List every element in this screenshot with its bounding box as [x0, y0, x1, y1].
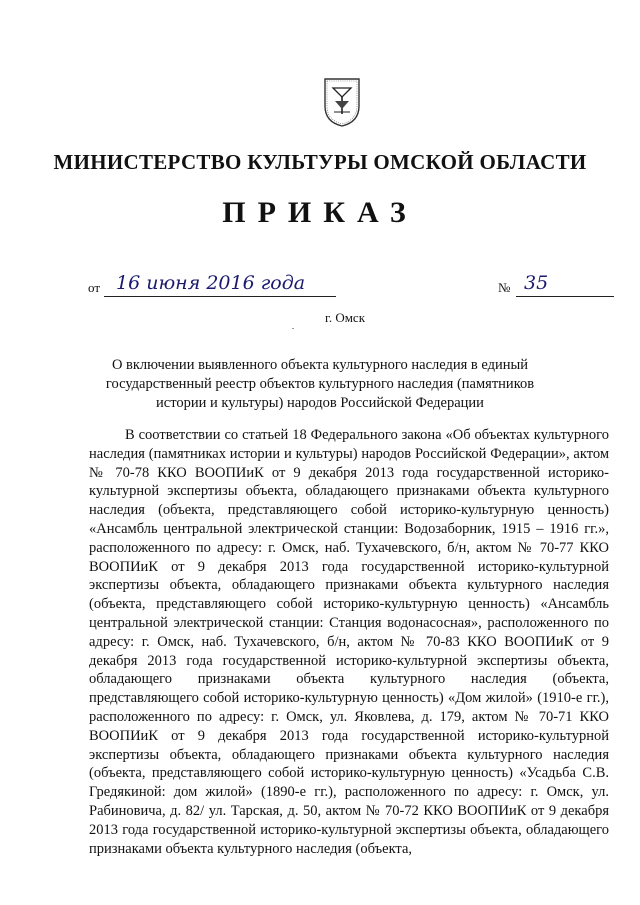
number-label: №: [498, 280, 511, 295]
ministry-name: МИНИСТЕРСТВО КУЛЬТУРЫ ОМСКОЙ ОБЛАСТИ: [53, 150, 587, 174]
date-label: от: [88, 280, 101, 295]
order-date-row: [88, 274, 608, 300]
scan-speck: [292, 328, 294, 329]
city: г. Омск: [324, 310, 366, 325]
order-title: ПРИКАЗ: [222, 196, 418, 229]
coat-of-arms-icon: [322, 76, 362, 128]
handwritten-number: 35: [516, 272, 614, 297]
order-subject: О включении выявленного объекта культурного наследия в единый государственный реестр объектов культурного наследия (памятников истории и культуры) народов Российской Федерации: [105, 357, 535, 411]
order-body: В соответствии со статьей 18 Федерального закона «Об объектах культурного наследия (памятниках истории и культуры) народов Российской Федерации», актом № 70-78 ККО ВООПИиК от 9 декабря 2013 года государственной историко-культурной экспертизы объекта, обладающего признаками объекта культурного наследия (объекта, представляющего собой историко-культурную ценность) «Ансамбль центральной электрической станции: Водозаборник, 1915 – 1916 гг.», расположенного по адресу: г. Омск, наб. Тухачевского, б/н, актом № 70-77 ККО ВООПИиК от 9 декабря 2013 года государственной историко-культурной экспертизы объекта, обладающего признаками объекта культурного наследия (объекта, представляющего собой историко-культурную ценность) «Ансамбль центральной электрической станции: Станция водонасосная», расположенного по адресу: г. Омск, наб. Тухачевского, б/н, актом № 70-83 ККО ВООПИиК от 9 декабря 2013 года государственной историко-культурной экспертизы объекта, обладающего признаками объекта культурного наследия (объекта, представляющего собой историко-культурную ценность) «Дом жилой» (1910-е гг.), расположенного по адресу: г. Омск, ул. Яковлева, д. 179, актом № 70-71 ККО ВООПИиК от 9 декабря 2013 года государственной историко-культурной экспертизы объекта, обладающего признаками объекта культурного наследия (объекта, представляющего собой историко-культурную ценность) «Усадьба С.В. Гредякиной: дом жилой» (1890-е гг.), расположенного по адресу: г. Омск, ул. Рабиновича, д. 82/ ул. Тарская, д. 50, актом № 70-72 ККО ВООПИиК от 9 декабря 2013 года государственной историко-культурной экспертизы объекта, обладающего признаками объекта культурного наследия (объекта,: [89, 427, 609, 857]
handwritten-date: 16 июня 2016 года: [104, 272, 336, 297]
